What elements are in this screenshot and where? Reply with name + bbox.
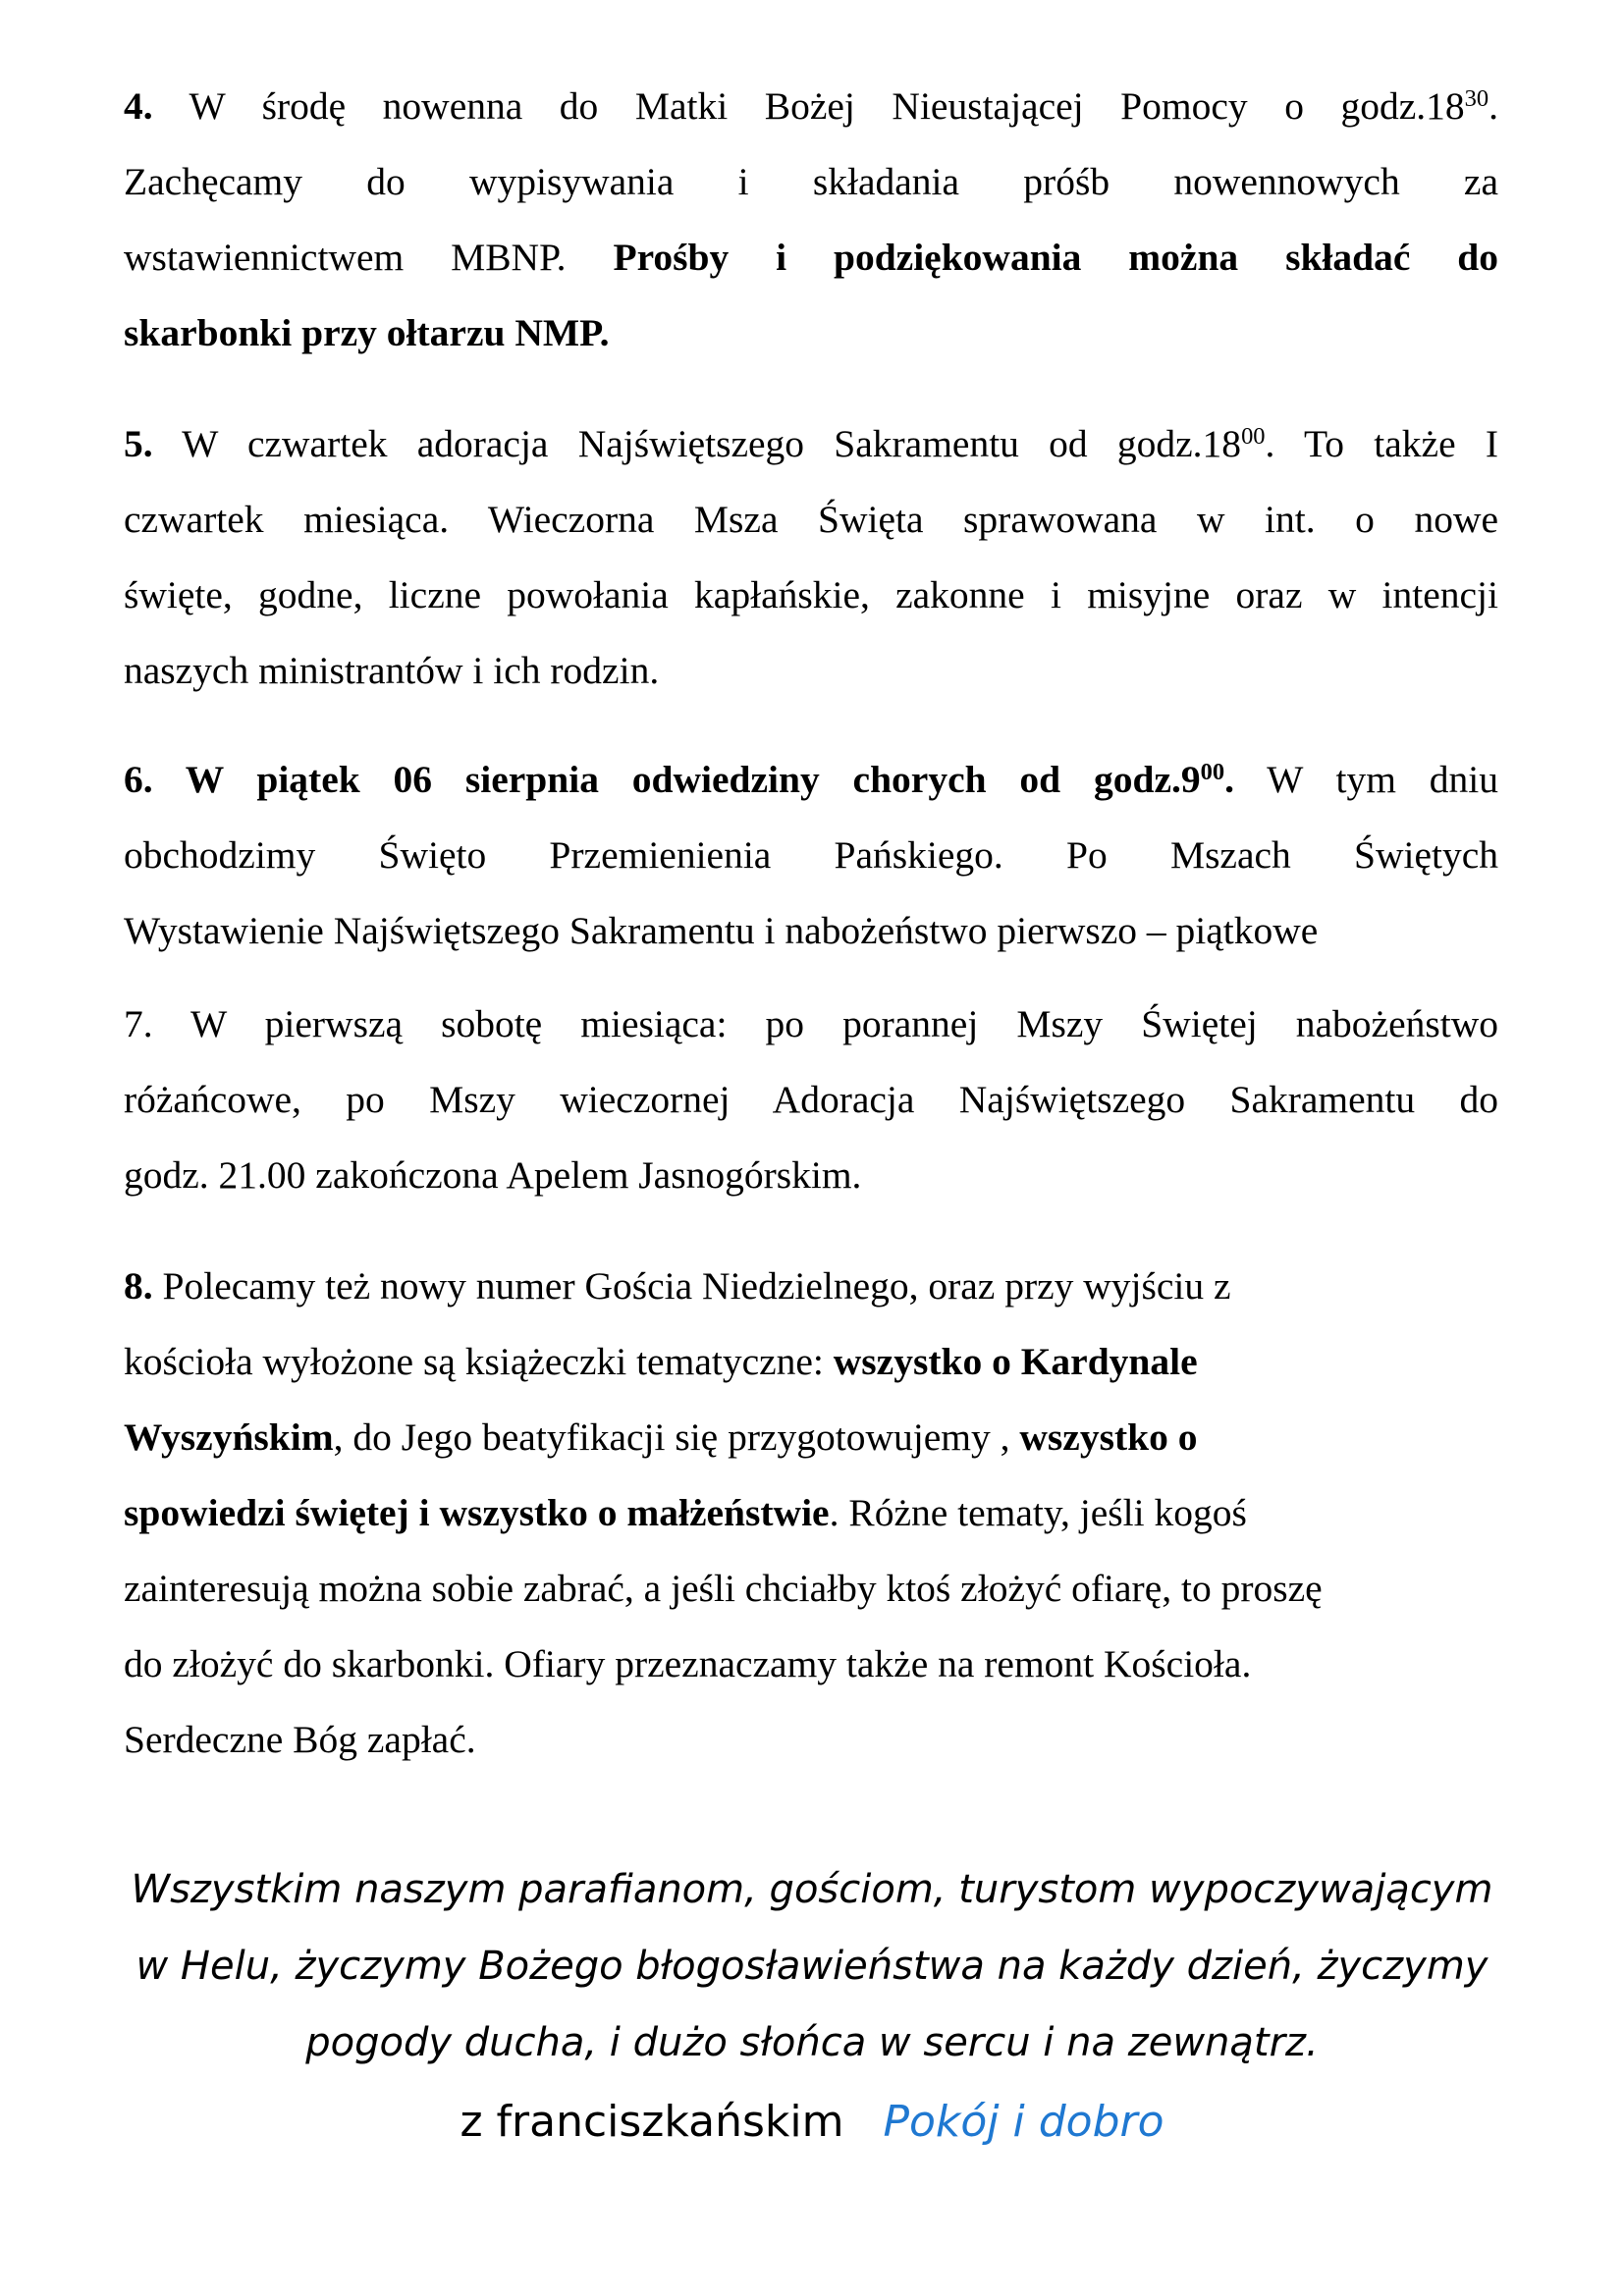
item-5-line-2: czwartek miesiąca. Wieczorna Msza Święta sprawowana w int. o nowe (124, 498, 1498, 541)
item-8-line-6: do złożyć do skarbonki. Ofiary przeznaczamy także na remont Kościoła. (124, 1642, 1252, 1685)
item-8-line-3: Wyszyńskim, do Jego beatyfikacji się przygotowujemy , wszystko o (124, 1415, 1198, 1459)
item-7-line-3: godz. 21.00 zakończona Apelem Jasnogórskim. (124, 1153, 862, 1197)
item-5-number: 5. (124, 422, 153, 465)
announcement-item-7 (124, 987, 1498, 1213)
item-7-line-1: 7. W pierwszą sobotę miesiąca: po porannej Mszy Świętej nabożeństwo (124, 1002, 1498, 1045)
item-4-line-2: Zachęcamy do wypisywania i składania próśb nowennowych za (124, 160, 1498, 203)
item-6-line-3: Wystawienie Najświętszego Sakramentu i nabożeństwo pierwszo – piątkowe (124, 909, 1319, 952)
announcement-item-6 (124, 742, 1498, 969)
item-8-line-4: spowiedzi świętej i wszystko o małżeństwie. Różne tematy, jeśli kogoś (124, 1491, 1247, 1534)
item-5-line-3: święte, godne, liczne powołania kapłańskie, zakonne i misyjne oraz w intencji (124, 573, 1498, 616)
item-8-line-5: zainteresują można sobie zabrać, a jeśli chciałby ktoś złożyć ofiarę, to proszę (124, 1567, 1323, 1610)
item-4-number: 4. (124, 84, 153, 128)
announcement-item-8 (124, 1249, 1498, 1778)
item-6-time-minutes: 00 (1200, 758, 1225, 785)
item-5-line-4: naszych ministrantów i ich rodzin. (124, 649, 660, 692)
item-5-time-minutes: 00 (1241, 422, 1266, 450)
item-8-number: 8. (124, 1264, 153, 1308)
closing-line-2: w Helu, życzymy Bożego błogosławieństwa na każdy dzień, życzymy (135, 1944, 1489, 1989)
closing-wishes (0, 1851, 1624, 2081)
closing-line-1: Wszystkim naszym parafianom, gościom, turystom wypoczywającym (131, 1867, 1493, 1912)
announcement-item-5 (124, 406, 1498, 709)
item-4-line-4: skarbonki przy ołtarzu NMP. (124, 311, 610, 354)
item-8-line-2: kościoła wyłożone są książeczki tematyczne: wszystko o Kardynale (124, 1340, 1198, 1383)
item-6-line-2: obchodzimy Święto Przemienienia Pańskiego. Po Mszach Świętych (124, 833, 1498, 877)
signoff-prefix: z franciszkańskim (460, 2097, 844, 2147)
item-4-line-3: wstawiennictwem MBNP. Prośby i podziękowania można składać do (124, 236, 1498, 279)
item-4-time-minutes: 30 (1464, 84, 1489, 112)
item-6-line-1: 6. W piątek 06 sierpnia odwiedziny chorych od $godz.9^{00}$. W tym dniu (124, 758, 1498, 801)
closing-line-3: pogody ducha, i dużo słońca w sercu i na zewnątrz. (305, 2020, 1319, 2065)
item-4-line-1: 4. W środę nowenna do Matki Bożej Nieustającej Pomocy o $godz.18^{30}$. (124, 84, 1498, 128)
announcement-item-4 (124, 69, 1498, 371)
signoff-motto: Pokój i dobro (883, 2097, 1164, 2147)
announcements (124, 69, 1498, 1778)
signoff (0, 2093, 1624, 2152)
item-8-line-7: Serdeczne Bóg zapłać. (124, 1718, 476, 1761)
item-8-line-1: 8. Polecamy też nowy numer Gościa Niedzielnego, oraz przy wyjściu z (124, 1264, 1231, 1308)
item-5-line-1: 5. W czwartek adoracja Najświętszego Sakramentu od $godz.18^{00}$. To także I (124, 422, 1498, 465)
item-7-line-2: różańcowe, po Mszy wieczornej Adoracja Najświętszego Sakramentu do (124, 1078, 1498, 1121)
